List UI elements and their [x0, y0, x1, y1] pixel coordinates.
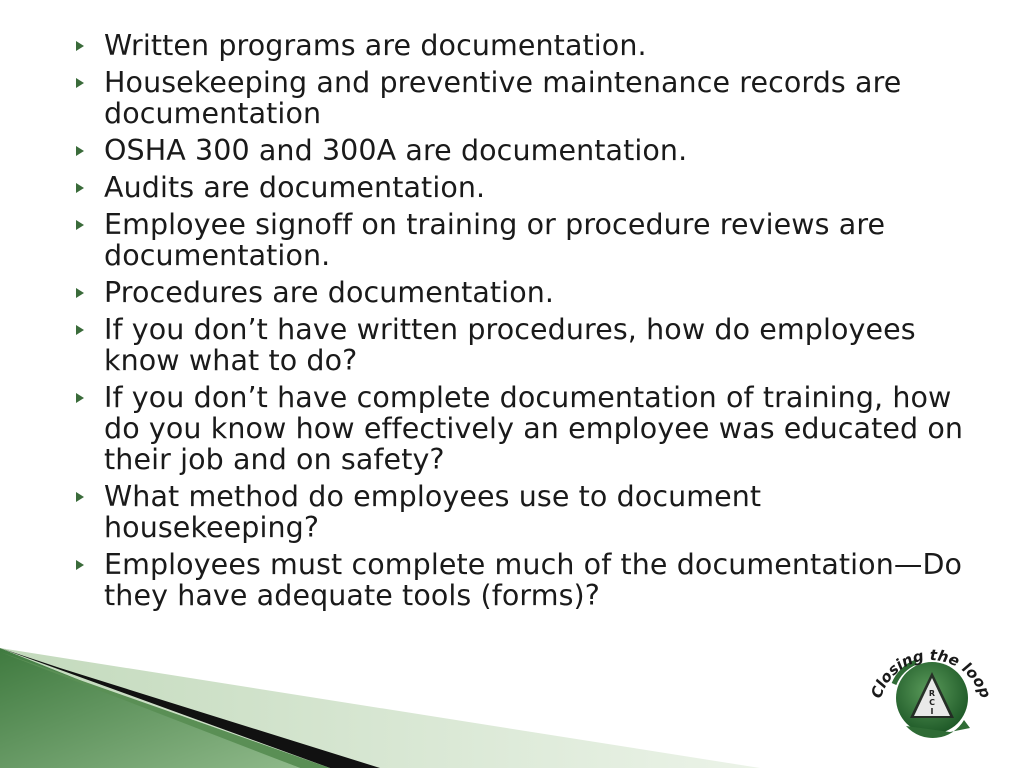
bullet-arrow-icon — [76, 560, 84, 570]
bullet-arrow-icon — [76, 288, 84, 298]
svg-text:R: R — [928, 689, 936, 698]
bullet-arrow-icon — [76, 393, 84, 403]
bullet-item — [72, 481, 972, 543]
svg-text:C: C — [929, 698, 935, 707]
bullet-item — [72, 209, 972, 271]
bullet-text: If you don’t have complete documentation of training, how do you know how effectively an employee was educated on their job and on safety? — [104, 381, 964, 476]
bullet-arrow-icon — [76, 183, 84, 193]
bullet-arrow-icon — [76, 492, 84, 502]
bullet-text: Audits are documentation. — [104, 171, 486, 204]
bullet-arrow-icon — [76, 220, 84, 230]
bullet-text: Employees must complete much of the documentation—Do they have adequate tools (forms)? — [104, 548, 963, 612]
bullet-item — [72, 314, 972, 376]
bullet-text: What method do employees use to document housekeeping? — [104, 480, 762, 544]
bullet-text: OSHA 300 and 300A are documentation. — [104, 134, 688, 167]
svg-text:I: I — [930, 707, 934, 716]
bullet-text: If you don’t have written procedures, how do employees know what to do? — [104, 313, 916, 377]
bullet-arrow-icon — [76, 41, 84, 51]
bullet-item — [72, 549, 972, 611]
bullet-text: Procedures are documentation. — [104, 276, 555, 309]
bullet-item — [72, 135, 972, 166]
bullet-text: Written programs are documentation. — [104, 29, 647, 62]
bullet-text: Employee signoff on training or procedure reviews are documentation. — [104, 208, 886, 272]
bullet-item — [72, 382, 972, 475]
bullet-arrow-icon — [76, 146, 84, 156]
bullet-list — [72, 30, 972, 617]
logo-arc-text: Closing the loop — [867, 646, 995, 701]
bullet-arrow-icon — [76, 325, 84, 335]
bullet-text: Housekeeping and preventive maintenance records are documentation — [104, 66, 902, 130]
bullet-arrow-icon — [76, 78, 84, 88]
bullet-item — [72, 30, 972, 61]
bullet-item — [72, 172, 972, 203]
bullet-item — [72, 277, 972, 308]
bullet-item — [72, 67, 972, 129]
closing-the-loop-logo — [866, 624, 996, 754]
